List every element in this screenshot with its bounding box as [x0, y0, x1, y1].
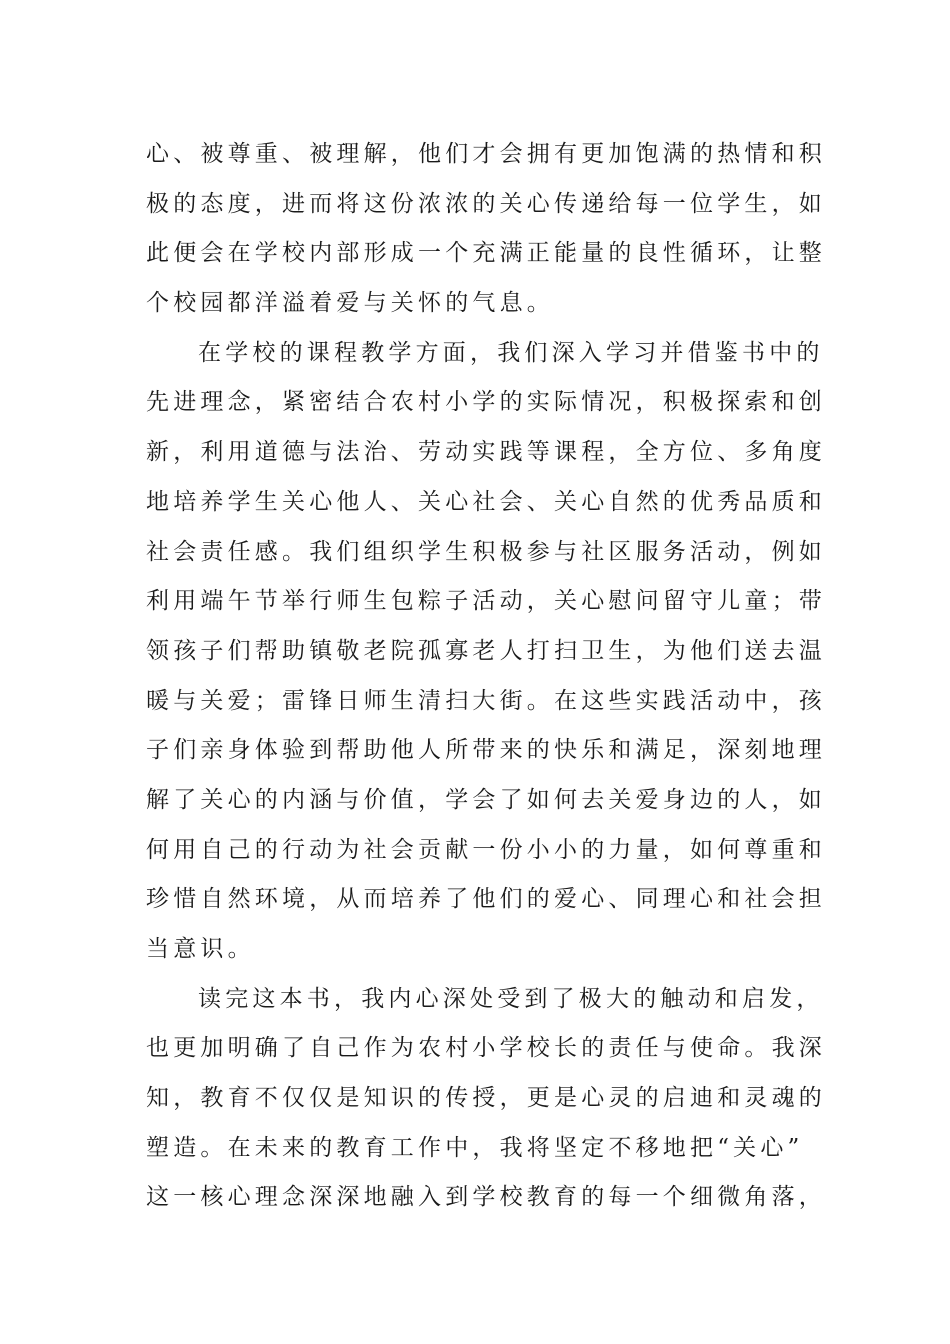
paragraph-3	[146, 975, 826, 1223]
document-page	[146, 130, 826, 1223]
text-line: 珍惜自然环境，从而培养了他们的爱心、同理心和社会担	[146, 886, 826, 913]
text-line: 利用端午节举行师生包粽子活动，关心慰问留守儿童；带	[146, 588, 826, 615]
text-line: 也更加明确了自己作为农村小学校长的责任与使命。我深	[146, 1035, 826, 1062]
text-line: 子们亲身体验到帮助他人所带来的快乐和满足，深刻地理	[146, 737, 826, 764]
text-line: 读完这本书，我内心深处受到了极大的触动和启发，	[198, 985, 824, 1012]
text-line: 这一核心理念深深地融入到学校教育的每一个细微角落，	[146, 1184, 826, 1211]
text-line: 极的态度，进而将这份浓浓的关心传递给每一位学生，如	[146, 190, 826, 217]
text-line: 个校园都洋溢着爱与关怀的气息。	[146, 290, 554, 317]
text-line: 地培养学生关心他人、关心社会、关心自然的优秀品质和	[146, 488, 826, 515]
text-line: 社会责任感。我们组织学生积极参与社区服务活动，例如	[146, 538, 826, 565]
text-line: 解了关心的内涵与价值，学会了如何去关爱身边的人，如	[146, 786, 826, 813]
text-line: 先进理念，紧密结合农村小学的实际情况，积极探索和创	[146, 389, 826, 416]
text-line: 领孩子们帮助镇敬老院孤寡老人打扫卫生，为他们送去温	[146, 637, 826, 664]
text-line: 心、被尊重、被理解，他们才会拥有更加饱满的热情和积	[146, 141, 826, 167]
text-line: 何用自己的行动为社会贡献一份小小的力量，如何尊重和	[146, 836, 826, 863]
text-line: 当意识。	[146, 936, 255, 962]
text-line: 知，教育不仅仅是知识的传授，更是心灵的启迪和灵魂的	[146, 1085, 826, 1112]
text-line: 塑造。在未来的教育工作中，我将坚定不移地把“关心”	[146, 1134, 804, 1161]
text-line: 暖与关爱；雷锋日师生清扫大街。在这些实践活动中，孩	[146, 687, 826, 714]
paragraph-1	[146, 130, 826, 329]
text-line: 此便会在学校内部形成一个充满正能量的良性循环，让整	[146, 240, 826, 267]
text-line: 在学校的课程教学方面，我们深入学习并借鉴书中的	[198, 339, 824, 366]
paragraph-2	[146, 329, 826, 975]
text-line: 新，利用道德与法治、劳动实践等课程，全方位、多角度	[146, 439, 826, 466]
